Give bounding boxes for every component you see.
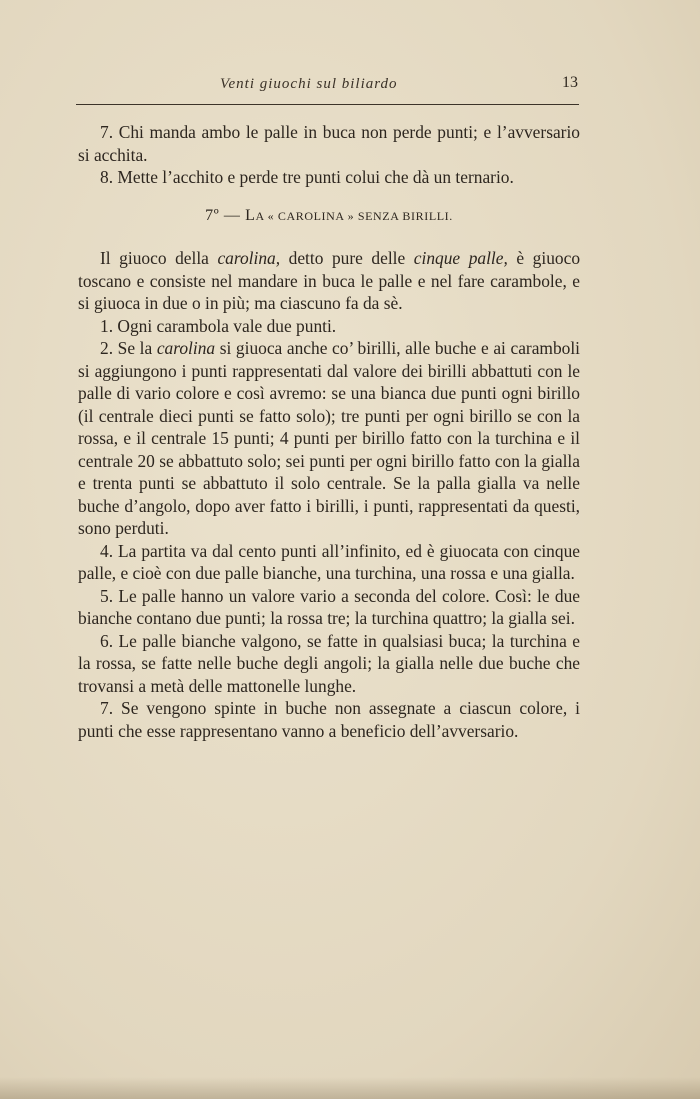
- rule-8-previous: 8. Mette l’acchito e perde tre punti colui che dà un ternario.: [100, 167, 514, 187]
- running-head: [78, 72, 578, 102]
- rule-7: 7. Se vengono spinte in buche non assegnate a ciascun colore, i punti che esse rappresentano vanno a beneficio dell’avversario.: [78, 698, 580, 741]
- page-bottom-shadow: [0, 1077, 700, 1099]
- running-title: Venti giuochi sul biliardo: [220, 76, 398, 92]
- rule-6: 6. Le palle bianche valgono, se fatte in qualsiasi buca; la turchina e la rossa, se fatte nelle buche degli angoli; la gialla nelle due buche che trovansi a metà delle mattonelle lunghe.: [78, 630, 580, 696]
- rule-4: 4. La partita va dal cento punti all’infinito, ed è giuocata con cinque palle, e cioè con due palle bianche, una turchina, una rossa e una gialla.: [78, 540, 580, 583]
- section-title-rest: « CAROLINA » SENZA BIRILLI.: [264, 208, 453, 223]
- intro-part-1: Il giuoco della: [100, 248, 218, 268]
- section-number: 7º — L: [205, 206, 256, 224]
- intro-part-3: è giuoco toscano e consiste nel mandare in buca le palle e nel fare carambole, e si giuoca in due o in più; ma ciascuno fa da sè.: [78, 248, 581, 313]
- rule-2-part-b: si giuoca anche co’ birilli, alle buche e ai caramboli si aggiungono i punti rappresentati dal valore dei birilli abbattuti con le palle di vario colore e così avremo: se una bianca due punti ogni birillo (il centrale dieci punti se fatto solo); tre punti per ogni birillo se con la rossa, e il centrale 15 punti; 4 punti per birillo fatto con la turchina e il centrale 20 se abbattuto solo; sei punti per ogni birillo fatto con la gialla e trenta punti se abbattuto il solo centrale. Se la palla gialla va nelle buche d’angolo, dopo aver fatto i birilli, i punti, rappresentati da questi, sono perduti.: [78, 338, 581, 538]
- intro-cinque-palle: cinque palle,: [413, 248, 508, 268]
- intro-part-2: detto pure delle: [280, 248, 414, 268]
- header-rule: [76, 104, 579, 105]
- body-text: [78, 121, 580, 742]
- rule-2-carolina: carolina: [156, 338, 216, 358]
- intro-paragraph: [78, 247, 580, 315]
- section-title-first-rest: A: [255, 208, 265, 223]
- rule-2: [78, 337, 580, 540]
- rule-1: 1. Ogni carambola vale due punti.: [100, 315, 337, 336]
- intro-carolina: carolina,: [217, 248, 281, 268]
- rule-2-part-a: 2. Se la: [100, 338, 157, 358]
- rule-7-previous: 7. Chi manda ambo le palle in buca non perde punti; e l’avversario si acchita.: [78, 122, 580, 165]
- rule-5: 5. Le palle hanno un valore vario a seconda del colore. Così: le due bianche contano due punti; la rossa tre; la turchina quattro; la gialla sei.: [78, 585, 580, 628]
- page-number: 13: [562, 74, 578, 91]
- section-heading: [78, 205, 580, 228]
